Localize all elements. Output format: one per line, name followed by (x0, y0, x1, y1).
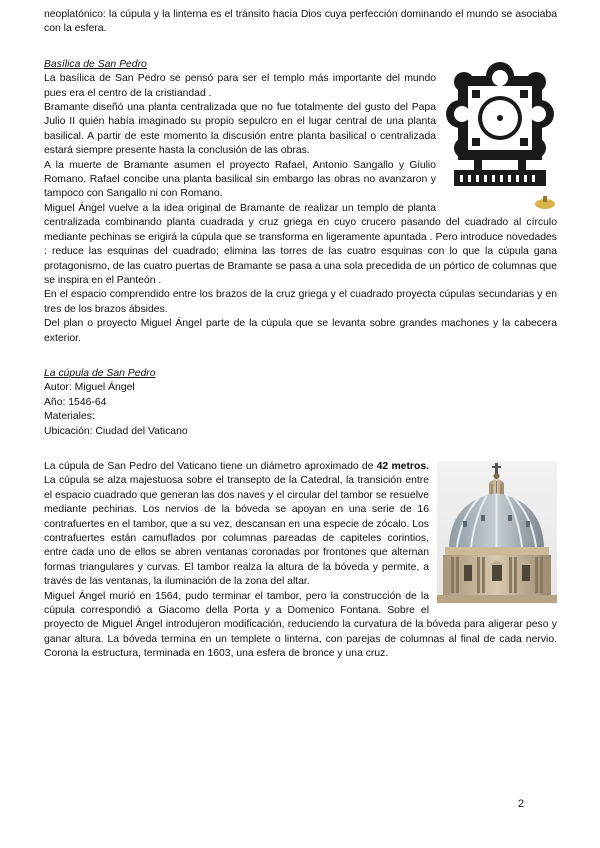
detail-location: Ubicación: Ciudad del Vaticano (44, 425, 188, 437)
section-basilica (44, 58, 557, 346)
floor-plan-drawing (444, 62, 557, 212)
watermark-logo-icon (533, 196, 557, 210)
dome-photo (437, 461, 557, 603)
intro-paragraph: neoplatónico: la cúpula y la linterna es el tránsito hacia Dios cuya perfección dominando el mundo se asociaba con la esfera. (44, 9, 557, 35)
cupula-paragraph-2: Miguel Ángel murió en 1564, pudo terminar el tambor, pero la construcción de la cúpula correspondió a Giacomo della Porta y a Domenico Fontana. Sobre el proyecto de Miguel Ángel introdujeron modificación, reduciendo la curvatura de la bóveda para aligerar peso y ganar altura. La bóveda termina en un templete o linterna, con parejas de columnas al final de cada nervio. Corona la estructura, terminada en 1603, una esfera de bronce y una cruz. (44, 590, 557, 660)
basilica-paragraph-2: Bramante diseñó una planta centralizada que no fue totalmente del gusto del Papa Julio II quién había imaginado su propio sepulcro en el lugar central de una planta basilical. A partir de este momento la discusión entre planta basilical o centralizada estará siempre presente hasta la conclusión de las obras. (44, 102, 436, 157)
cupula-paragraph-1-start: La cúpula de San Pedro del Vaticano tiene un diámetro aproximado de (44, 460, 377, 472)
detail-author: Autor: Miguel Ángel (44, 382, 135, 394)
detail-materials: Materiales: (44, 411, 95, 423)
section-heading-cupula: La cúpula de San Pedro (44, 367, 156, 379)
basilica-paragraph-3: A la muerte de Bramante asumen el proyecto Rafael, Antonio Sangallo y Giulio Romano. Rafael concibe una planta basilical sin embargo las obras no avanzaron y tampoco con Sangallo ni con Romano. (44, 159, 436, 200)
section-heading-basilica: Basílica de San Pedro (44, 58, 147, 70)
basilica-paragraph-5: En el espacio comprendido entre los brazos de la cruz griega y el cuadrado proyecta cúpulas secundarias y en tres de los brazos ábsides. (44, 289, 557, 315)
page-number: 2 (518, 798, 525, 810)
dome-drawing (437, 461, 557, 603)
floor-plan-image (444, 62, 557, 212)
basilica-paragraph-4: Miguel Ángel vuelve a la idea original de Bramante de realizar un templo de planta centralizada combinando planta cuadrada y cruz griega en cuyo crucero pasando del cuadrado al círculo mediante pechinas se erigirá la cúpula que se transforma en ligeramente apuntada . Pero introduce novedades : reduce las esquinas del cuadrado; elimina las torres de las cuatro esquinas con lo que la cúpula gana protagonismo, de las cuatro puertas de Bramante se pasa a una sola precedida de un pórtico de columnas que se inspira en el Panteón . (44, 202, 557, 286)
detail-year: Año: 1546-64 (44, 396, 107, 408)
basilica-paragraph-1: La basílica de San Pedro se pensó para ser el templo más importante del mundo pues era el centro de la cristiandad . (44, 73, 436, 99)
document-page (44, 8, 557, 662)
cupula-paragraph-1-rest: La cúpula se alza majestuosa sobre el transepto de la Catedral, la transición entre el espacio cuadrado que generan las dos naves y el circular del tambor se resuelve mediante pechinas. Los nervios de la bóveda se apoyan en una serie de 16 contrafuertes en el tambor, que a su vez, descansan en una especie de zócalo. Los contrafuertes están camuflados por columnas pareadas de capiteles corintios, entre cada uno de ellos se abren ventanas coronadas por frontones que alternan formas triangulares y curvas. El tambor realza la altura de la bóveda y permite, a través de las ventanas, la iluminación de la zona del altar. (44, 475, 429, 588)
basilica-paragraph-6: Del plan o proyecto Miguel Ángel parte de la cúpula que se levanta sobre grandes machones y la cabecera exterior. (44, 318, 557, 344)
section-cupula (44, 367, 557, 662)
diameter-value: 42 metros. (376, 460, 429, 472)
